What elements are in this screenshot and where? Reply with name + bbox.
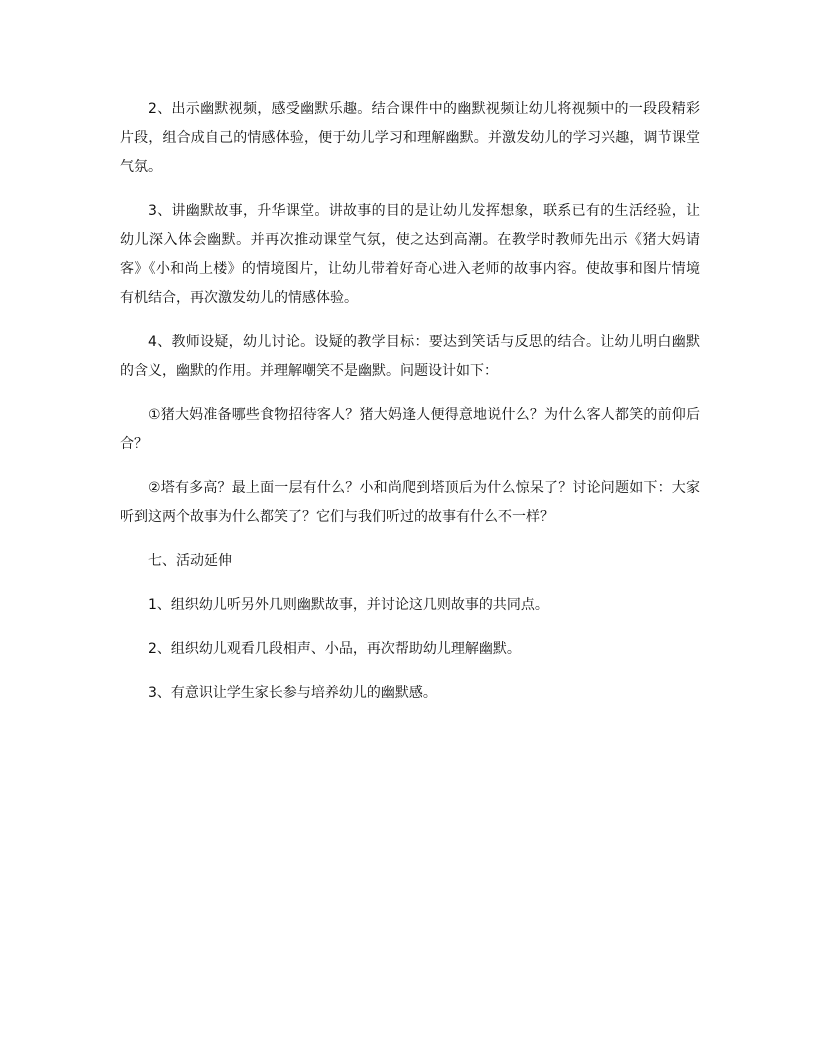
section-heading-extension: 七、活动延伸: [148, 553, 232, 569]
paragraph-question-1: ①猪大妈准备哪些食物招待客人？猪大妈逢人便得意地说什么？为什么客人都笑的前仰后合？: [120, 407, 700, 452]
paragraph-activity-4: 4、教师设疑，幼儿讨论。设疑的教学目标：要达到笑话与反思的结合。让幼儿明白幽默的含义，幽默的作用。并理解嘲笑不是幽默。问题设计如下：: [120, 334, 700, 379]
paragraph-extension-2: 2、组织幼儿观看几段相声、小品，再次帮助幼儿理解幽默。: [148, 641, 521, 657]
paragraph-question-2: ②塔有多高？最上面一层有什么？小和尚爬到塔顶后为什么惊呆了？讨论问题如下：大家听到这两个故事为什么都笑了？它们与我们听过的故事有什么不一样？: [120, 480, 700, 525]
paragraph-extension-3: 3、有意识让学生家长参与培养幼儿的幽默感。: [148, 685, 437, 701]
document-body: [120, 95, 700, 723]
paragraph-extension-1: 1、组织幼儿听另外几则幽默故事，并讨论这几则故事的共同点。: [148, 597, 549, 613]
paragraph-activity-3: 3、讲幽默故事，升华课堂。讲故事的目的是让幼儿发挥想象，联系已有的生活经验，让幼儿深入体会幽默。并再次推动课堂气氛，使之达到高潮。在教学时教师先出示《猪大妈请客》《小和尚上楼》的情境图片，让幼儿带着好奇心进入老师的故事内容。使故事和图片情境有机结合，再次激发幼儿的情感体验。: [120, 203, 700, 306]
paragraph-activity-2: 2、出示幽默视频，感受幽默乐趣。结合课件中的幽默视频让幼儿将视频中的一段段精彩片段，组合成自己的情感体验，便于幼儿学习和理解幽默。并激发幼儿的学习兴趣，调节课堂气氛。: [120, 101, 700, 175]
